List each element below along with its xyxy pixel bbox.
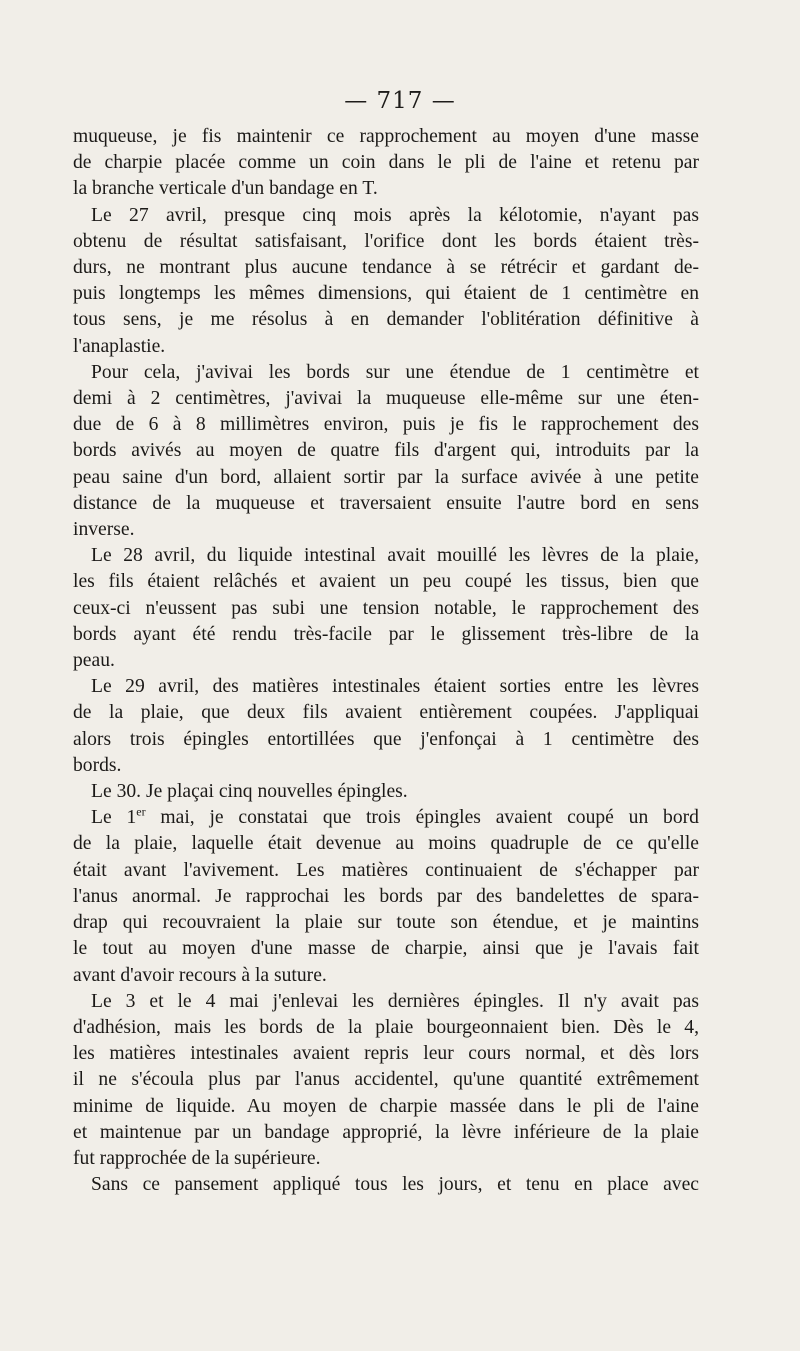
paragraph	[73, 203, 699, 360]
page-number: — 717 —	[344, 88, 456, 114]
text-line: Le 29 avril, des matières intestinales étaient sorties entre les lèvres	[91, 676, 699, 698]
text-line: obtenu de résultat satisfaisant, l'orifice dont les bords étaient très-	[73, 230, 699, 252]
text-line: ceux-ci n'eussent pas subi une tension notable, le rapprochement des	[73, 597, 699, 619]
text-line: d'adhésion, mais les bords de la plaie bourgeonnaient bien. Dès le 4,	[73, 1016, 699, 1038]
text-line-rest: mai, je constatai que trois épingles avaient coupé un bord	[145, 807, 699, 829]
paragraph	[73, 1172, 699, 1198]
text-line: il ne s'écoula plus par l'anus accidentel, qu'une quantité extrêmement	[73, 1069, 699, 1091]
text-line: Le 28 avril, du liquide intestinal avait mouillé les lèvres de la plaie,	[91, 545, 699, 567]
text-line: de la plaie, laquelle était devenue au moins quadruple de ce qu'elle	[73, 833, 699, 855]
text-line: les matières intestinales avaient repris leur cours normal, et dès lors	[73, 1043, 699, 1065]
text-line: les fils étaient relâchés et avaient un peu coupé les tissus, bien que	[73, 571, 699, 593]
text-line: Le 3 et le 4 mai j'enlevai les dernières épingles. Il n'y avait pas	[91, 990, 699, 1012]
text-line: bords avivés au moyen de quatre fils d'argent qui, introduits par la	[73, 440, 699, 462]
paragraph	[73, 989, 699, 1172]
paragraph	[73, 124, 699, 203]
text-line: était avant l'avivement. Les matières continuaient de s'échapper par	[73, 859, 699, 881]
text-line: l'anaplastie.	[73, 335, 166, 357]
text-line: Pour cela, j'avivai les bords sur une étendue de 1 centimètre et	[91, 361, 699, 383]
text-line: Le 27 avril, presque cinq mois après la kélotomie, n'ayant pas	[91, 204, 699, 226]
text-line: Sans ce pansement appliqué tous les jours, et tenu en place avec	[91, 1174, 699, 1196]
paragraph	[73, 805, 699, 988]
text-line: Le 30. Je plaçai cinq nouvelles épingles.	[91, 781, 408, 803]
text-line: de charpie placée comme un coin dans le pli de l'aine et retenu par	[73, 152, 699, 174]
text-line: la branche verticale d'un bandage en T.	[73, 178, 378, 200]
text-line: alors trois épingles entortillées que j'enfonçai à 1 centimètre des	[73, 728, 699, 750]
text-line: minime de liquide. Au moyen de charpie massée dans le pli de l'aine	[73, 1095, 699, 1117]
text-line	[73, 805, 699, 831]
text-line: avant d'avoir recours à la suture.	[73, 964, 327, 986]
text-line: le tout au moyen d'une masse de charpie, ainsi que je l'avais fait	[73, 938, 699, 960]
text-line: et maintenue par un bandage approprié, la lèvre inférieure de la plaie	[73, 1121, 699, 1143]
text-line: tous sens, je me résolus à en demander l'oblitération définitive à	[73, 309, 699, 331]
text-line: l'anus anormal. Je rapprochai les bords par des bandelettes de spara-	[73, 885, 699, 907]
text-line: drap qui recouvraient la plaie sur toute son étendue, et je maintins	[73, 912, 699, 934]
text-line: puis longtemps les mêmes dimensions, qui étaient de 1 centimètre en	[73, 283, 699, 305]
date-prefix: Le 1	[91, 807, 137, 829]
text-line: fut rapprochée de la supérieure.	[73, 1147, 321, 1169]
text-line: inverse.	[73, 519, 135, 541]
paragraph	[73, 360, 699, 543]
ordinal-superscript: er	[136, 804, 146, 819]
text-line: peau.	[73, 650, 115, 672]
text-line: demi à 2 centimètres, j'avivai la muqueuse elle-même sur une éten-	[73, 388, 699, 410]
paragraph	[73, 779, 699, 805]
text-line: due de 6 à 8 millimètres environ, puis je fis le rapprochement des	[73, 414, 699, 436]
paragraph	[73, 674, 699, 779]
text-line: bords.	[73, 754, 122, 776]
text-line: peau saine d'un bord, allaient sortir par la surface avivée à une petite	[73, 466, 699, 488]
text-line: muqueuse, je fis maintenir ce rapprochement au moyen d'une masse	[73, 126, 699, 147]
text-line: bords ayant été rendu très-facile par le glissement très-libre de la	[73, 623, 699, 645]
text-line: de la plaie, que deux fils avaient entièrement coupées. J'appliquai	[73, 702, 699, 724]
text-line: distance de la muqueuse et traversaient ensuite l'autre bord en sens	[73, 492, 699, 514]
paragraph	[73, 543, 699, 674]
text-line: durs, ne montrant plus aucune tendance à se rétrécir et gardant de-	[73, 257, 699, 279]
body-text	[73, 124, 699, 1198]
